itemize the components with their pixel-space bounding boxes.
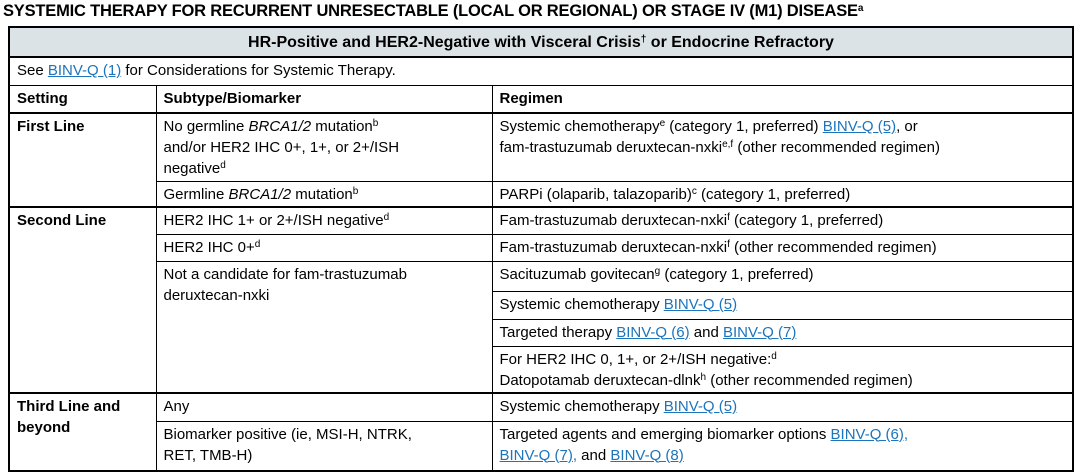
footnote-superscript: d: [220, 160, 226, 171]
cell-regimen-systemic-chemo-third-line: Systemic chemotherapy BINV-Q (5): [492, 393, 1073, 421]
page-title: SYSTEMIC THERAPY FOR RECURRENT UNRESECTABLE (LOCAL OR REGIONAL) OR STAGE IV (M1) DISEASE$^a$: [3, 2, 864, 20]
binv-q-link[interactable]: BINV-Q (7),: [499, 446, 578, 464]
cell-regimen-targeted-agents-emerging: Targeted agents and emerging biomarker options BINV-Q (6), BINV-Q (7), and BINV-Q (8): [492, 421, 1073, 471]
footnote-superscript: d: [383, 212, 390, 223]
cell-regimen-systemic-chemo-second-line: Systemic chemotherapy BINV-Q (5): [492, 291, 1073, 319]
cell-subtype-her2-ihc-1plus: HER2 IHC 1+ or 2+/ISH negative$^d$: [156, 207, 492, 234]
table-row-second-line-3: [9, 261, 1073, 291]
cell-subtype-germline-brca: Germline BRCA1/2 mutation$^b$: [156, 181, 492, 207]
footnote-superscript: b: [352, 185, 359, 197]
cell-subtype-biomarker-positive: Biomarker positive (ie, MSI-H, NTRK, RET, TMB-H): [156, 421, 492, 471]
see-note: See BINV-Q (1) for Considerations for Systemic Therapy.: [9, 57, 1073, 85]
italic-gene-name: BRCA1/2: [248, 118, 312, 135]
table-row-third-line-1: [9, 393, 1073, 421]
binv-q-link[interactable]: BINV-Q (5): [663, 295, 738, 313]
column-header-row: [9, 85, 1073, 113]
band-row: [9, 27, 1073, 57]
cell-subtype-not-candidate: Not a candidate for fam-trastuzumab deruxtecan-nxki: [156, 261, 492, 393]
footnote-superscript: c: [691, 185, 697, 197]
table-row-third-line-2: [9, 421, 1073, 471]
footnote-superscript: f: [727, 238, 730, 250]
see-note-row: [9, 57, 1073, 85]
footnote-superscript: a: [857, 3, 864, 14]
footnote-superscript: g: [654, 265, 661, 277]
footnote-superscript: e,f: [722, 139, 734, 150]
cell-setting-third-line: Third Line and beyond: [9, 393, 156, 471]
table-row-first-line-1: [9, 113, 1073, 181]
cell-subtype-her2-ihc-0: HER2 IHC 0+$^d$: [156, 234, 492, 261]
cell-regimen-sacituzumab: Sacituzumab govitecan$^g$ (category 1, preferred): [492, 261, 1073, 291]
footnote-superscript: h: [700, 371, 707, 383]
cell-setting-second-line: Second Line: [9, 207, 156, 393]
cell-regimen-datopotamab: For HER2 IHC 0, 1+, or 2+/ISH negative:$^d$ Datopotamab deruxtecan-dlnk$^h$ (other recommended regimen): [492, 346, 1073, 393]
cell-regimen-fam-trastuzumab-preferred: Fam-trastuzumab deruxtecan-nxki$^f$ (category 1, preferred): [492, 207, 1073, 234]
band-header: HR-Positive and HER2-Negative with Visceral Crisis† or Endocrine Refractory: [9, 27, 1073, 57]
cell-regimen-fam-trastuzumab-other: Fam-trastuzumab deruxtecan-nxki$^f$ (other recommended regimen): [492, 234, 1073, 261]
binv-q-link[interactable]: BINV-Q (5): [663, 398, 738, 415]
binv-q-link[interactable]: BINV-Q (6): [616, 323, 690, 341]
cell-regimen-systemic-chemo-first-line: Systemic chemotherapy$^e$ (category 1, preferred) BINV-Q (5), or fam-trastuzumab deruxtecan-nxki$^{e,f}$ (other recommended regimen): [492, 113, 1073, 181]
col-header-subtype: Subtype/Biomarker: [156, 85, 492, 113]
footnote-superscript: †: [640, 33, 647, 45]
binv-q-link[interactable]: BINV-Q (6),: [830, 425, 909, 443]
col-header-setting: Setting: [9, 85, 156, 113]
cell-regimen-parpi: PARPi (olaparib, talazoparib)$^c$ (category 1, preferred): [492, 181, 1073, 207]
table-row-second-line-1: [9, 207, 1073, 234]
binv-q-link[interactable]: BINV-Q (1): [47, 62, 122, 79]
footnote-superscript: d: [254, 238, 261, 250]
cell-regimen-targeted-therapy: Targeted therapy BINV-Q (6) and BINV-Q (7): [492, 319, 1073, 346]
col-header-regimen: Regimen: [492, 85, 1073, 113]
cell-subtype-no-germline-brca: No germline BRCA1/2 mutation$^b$ and/or HER2 IHC 0+, 1+, or 2+/ISH negative$^d$: [156, 113, 492, 181]
cell-setting-first-line: First Line: [9, 113, 156, 207]
footnote-superscript: b: [372, 118, 379, 129]
table-row-second-line-2: [9, 234, 1073, 261]
binv-q-link[interactable]: BINV-Q (5): [822, 118, 897, 135]
cell-subtype-any: Any: [156, 393, 492, 421]
therapy-table: [8, 26, 1074, 472]
binv-q-link[interactable]: BINV-Q (7): [722, 323, 797, 341]
binv-q-link[interactable]: BINV-Q (8): [610, 446, 684, 464]
footnote-superscript: f: [727, 212, 730, 223]
italic-gene-name: BRCA1/2: [228, 185, 292, 203]
footnote-superscript: e: [659, 118, 666, 129]
footnote-superscript: d: [771, 350, 777, 362]
table-row-first-line-2: [9, 181, 1073, 207]
